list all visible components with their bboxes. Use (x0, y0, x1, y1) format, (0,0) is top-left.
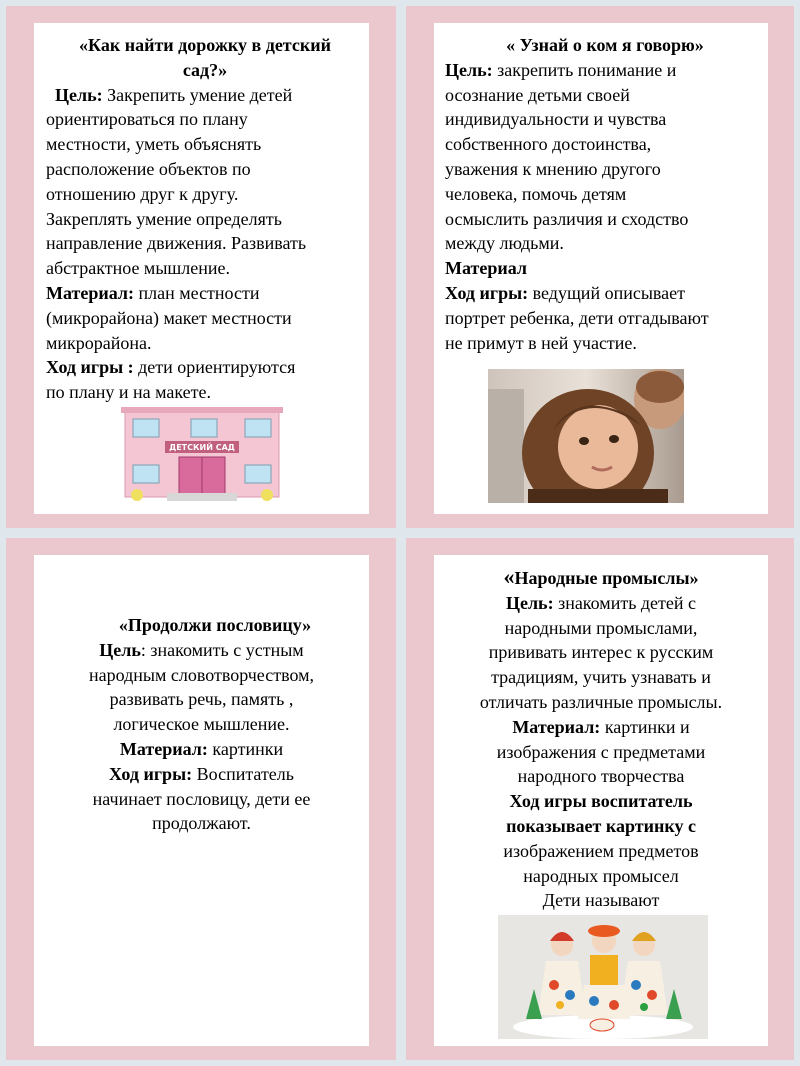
material-line (34, 737, 369, 762)
goal-text: : знакомить с устным (140, 639, 304, 660)
goal-line (445, 58, 765, 83)
card-title-line (434, 565, 768, 591)
goal-line: человека, помочь детям (445, 183, 627, 204)
material-label: Материал (445, 258, 527, 279)
goal-line: направление движения. Развивать (46, 233, 307, 254)
material-line: изображения с предметами (496, 741, 706, 762)
kindergarten-sign: ДЕТСКИЙ САД (169, 443, 235, 452)
goal-line: между людьми. (445, 233, 564, 254)
material-line: народного творчества (517, 766, 685, 787)
card-content (434, 555, 768, 1046)
game-card-guess-who (406, 6, 794, 528)
game-text: Воспитатель (192, 763, 294, 784)
goal-line (434, 591, 768, 616)
goal-text: знакомить детей с (553, 592, 697, 613)
card-title-line (34, 613, 369, 638)
card-title: Народные промыслы» (514, 568, 699, 588)
card-title-line: сад?» (182, 59, 228, 80)
goal-line: местности, уметь объяснять (46, 134, 262, 155)
game-line: продолжают. (152, 813, 251, 834)
game-line: Ход игры воспитатель (509, 791, 693, 812)
game-card-folk-crafts (406, 538, 794, 1060)
goal-line: логическое мышление. (113, 714, 290, 735)
game-line: портрет ребенка, дети отгадывают (445, 307, 709, 328)
game-line: начинает пословицу, дети ее (92, 788, 311, 809)
goal-line: традициям, учить узнавать и (491, 667, 711, 688)
card-text (434, 565, 768, 913)
game-card-proverb (6, 538, 396, 1060)
goal-line (46, 83, 364, 108)
card-title-line: « Узнай о ком я говорю» (506, 35, 704, 55)
game-line (445, 281, 765, 306)
goal-line: индивидуальности и чувства (445, 109, 667, 130)
game-line: не примут в ней участие. (445, 332, 637, 353)
card-text (445, 33, 765, 355)
game-card-find-path (6, 6, 396, 528)
material-text: план местности (134, 282, 260, 303)
material-line: микрорайона. (46, 332, 152, 353)
goal-line: народными промыслами, (504, 617, 698, 638)
material-label: Материал: (512, 716, 601, 737)
game-label: Ход игры: (445, 282, 529, 303)
goal-label: Цель: (445, 59, 493, 80)
card-content (34, 555, 369, 1046)
goal-text: закрепить понимание и (492, 59, 677, 80)
material-label: Материал: (46, 282, 134, 303)
game-line: показывает картинку с (506, 815, 696, 836)
card-title-line: «Как найти дорожку в детский (79, 35, 331, 55)
game-line: по плану и на макете. (46, 382, 212, 403)
title-quote: « (503, 564, 515, 589)
goal-line: развивать речь, память , (109, 689, 294, 710)
goal-line: собственного достоинства, (445, 134, 652, 155)
game-line: Дети называют (542, 890, 660, 911)
game-line: народных промысел (523, 865, 679, 886)
goal-line: абстрактное мышление. (46, 258, 230, 279)
material-line (434, 715, 768, 740)
goal-label: Цель (99, 639, 141, 660)
game-label: Ход игры : (46, 357, 134, 378)
goal-line: отношению друг к другу. (46, 183, 239, 204)
game-text: дети ориентируются (133, 357, 296, 378)
goal-line: осмыслить различия и сходство (445, 208, 689, 229)
material-text: картинки (207, 738, 284, 759)
game-line (46, 355, 364, 380)
card-content (34, 23, 369, 514)
goal-line: Закреплять умение определять (46, 208, 282, 229)
kindergarten-building-icon (117, 407, 287, 503)
goal-line: расположение объектов по (46, 158, 251, 179)
goal-line: ориентироваться по плану (46, 109, 248, 130)
material-line: (микрорайона) макет местности (46, 307, 292, 328)
game-line: изображением предметов (503, 840, 699, 861)
game-label: Ход игры: (108, 763, 193, 784)
goal-line: отличать различные промыслы. (479, 691, 723, 712)
goal-label: Цель: (505, 592, 554, 613)
card-text (34, 613, 369, 836)
goal-line: осознание детьми своей (445, 84, 630, 105)
game-text: ведущий описывает (528, 282, 686, 303)
goal-line: народным словотворчеством, (88, 664, 315, 685)
material-text: картинки и (600, 716, 690, 737)
child-portrait-photo (488, 369, 684, 503)
goal-text: Закрепить умение детей (102, 84, 293, 105)
dymkovo-toys-photo (498, 915, 708, 1039)
goal-line: уважения к мнению другого (445, 158, 661, 179)
game-line (34, 762, 369, 787)
material-label: Материал: (119, 738, 208, 759)
card-text (46, 33, 364, 405)
card-content (434, 23, 768, 514)
goal-label: Цель: (55, 84, 103, 105)
material-line (46, 281, 364, 306)
card-title: «Продолжи пословицу» (118, 615, 312, 635)
goal-line: прививать интерес к русским (488, 642, 714, 663)
goal-line (34, 638, 369, 663)
